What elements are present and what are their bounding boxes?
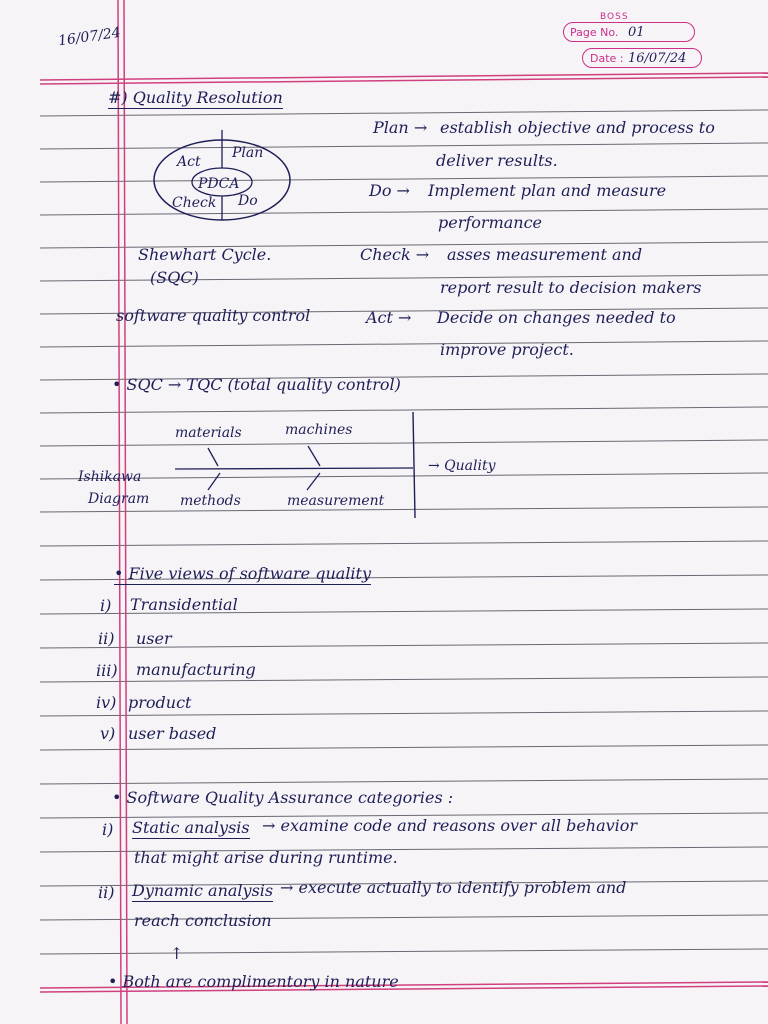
brand-label: BOSS	[600, 12, 629, 22]
view-num-2: ii)	[98, 629, 115, 648]
ishikawa-name-line1: Ishikawa	[78, 469, 142, 485]
sqa-ii-rest: → execute actually to identify problem and	[280, 878, 627, 897]
page-no-label: Page No.	[570, 26, 619, 39]
view-text-5: user based	[128, 724, 217, 743]
sqa-i-term: Static analysis	[132, 818, 250, 837]
view-num-4: iv)	[96, 693, 117, 712]
sqa-heading: • Software Quality Assurance categories :	[112, 788, 454, 807]
sqa-ii-line2: reach conclusion	[134, 911, 272, 930]
def-do-line1: Implement plan and measure	[428, 181, 667, 200]
def-act-line2: improve project.	[440, 340, 574, 359]
sqc-tqc: • SQC → TQC (total quality control)	[112, 375, 401, 394]
def-act-line1: Decide on changes needed to	[437, 308, 676, 327]
def-plan-term: Plan →	[373, 118, 428, 137]
pdca-plan: Plan	[232, 145, 264, 161]
view-num-1: i)	[100, 596, 112, 615]
ishikawa-name-line2: Diagram	[88, 491, 150, 507]
shewhart-line2: (SQC)	[150, 268, 199, 287]
def-plan-line1: establish objective and process to	[440, 118, 715, 137]
def-do-term: Do →	[369, 181, 410, 200]
def-plan-line2: deliver results.	[436, 151, 558, 170]
pdca-check: Check	[172, 195, 217, 211]
def-do-line2: performance	[438, 213, 543, 232]
sqa-i-num: i)	[102, 820, 114, 839]
page-no-value: 01	[628, 25, 645, 40]
def-act-term: Act →	[366, 308, 412, 327]
ishikawa-measurement: measurement	[287, 493, 385, 509]
view-text-3: manufacturing	[136, 660, 256, 679]
ishikawa-machines: machines	[285, 422, 353, 438]
view-text-1: Transidential	[130, 595, 238, 614]
def-check-term: Check →	[360, 245, 430, 264]
def-check-line1: asses measurement and	[447, 245, 643, 264]
view-num-5: v)	[100, 724, 116, 743]
ishikawa-result: → Quality	[428, 458, 496, 474]
pdca-act: Act	[177, 154, 201, 170]
view-num-3: iii)	[96, 661, 118, 680]
pdca-center: PDCA	[198, 176, 240, 192]
sqa-footer: • Both are complimentory in nature	[108, 972, 399, 991]
page-title: #) Quality Resolution	[108, 88, 283, 107]
view-text-4: product	[128, 693, 192, 712]
pdca-do: Do	[238, 193, 258, 209]
ishikawa-methods: methods	[180, 493, 241, 509]
sqa-i-line2: that might arise during runtime.	[134, 848, 398, 867]
date-value: 16/07/24	[628, 51, 687, 66]
up-arrow: ↑	[170, 944, 184, 963]
view-text-2: user	[136, 629, 172, 648]
def-check-line2: report result to decision makers	[440, 278, 702, 297]
ishikawa-materials: materials	[175, 425, 242, 441]
sqa-ii-num: ii)	[98, 883, 115, 902]
date-label: Date :	[590, 52, 624, 65]
sqa-i-rest: → examine code and reasons over all behavior	[262, 816, 638, 835]
sqc-full: software quality control	[116, 306, 311, 325]
top-date: 16/07/24	[57, 24, 122, 50]
sqa-ii-term: Dynamic analysis	[132, 881, 274, 900]
shewhart-line1: Shewhart Cycle.	[138, 245, 272, 264]
five-views-heading: • Five views of software quality	[114, 564, 372, 583]
